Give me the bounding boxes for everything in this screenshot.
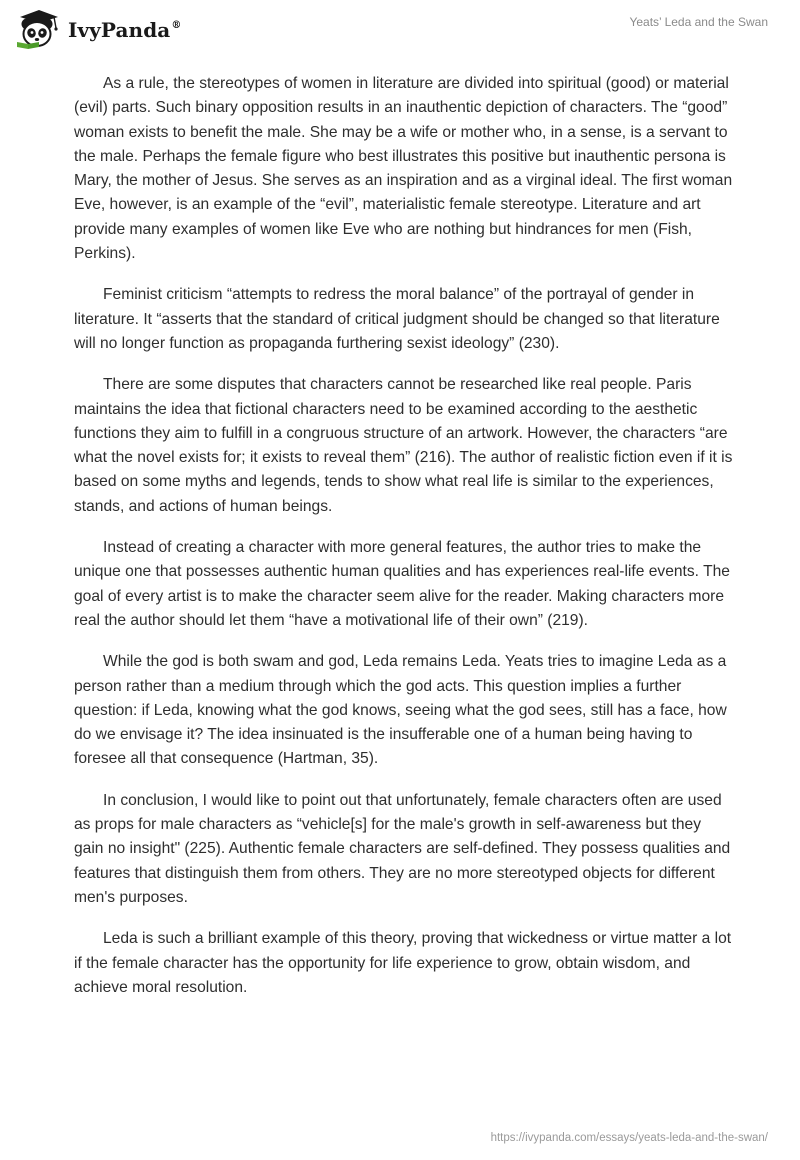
brand-name: IvyPanda®: [68, 18, 182, 42]
brand-logo[interactable]: [14, 8, 181, 50]
paragraph-1: As a rule, the stereotypes of women in literature are divided into spiritual (good) or material (evil) parts. Such binary opposition results in an inauthentic depiction of characters. The “good” woman exists to benefit the male. She may be a wife or mother who, in a sense, is a servant to the male. Perhaps the female figure who best illustrates this positive but inauthentic persona is Mary, the mother of Jesus. She serves as an inspiration and as a virginal ideal. The first woman Eve, however, is an example of the “evil”, materialistic female stereotype. Literature and art provide many examples of women like Eve who are nothing but hindrances for men (Fish, Perkins).: [74, 75, 733, 263]
paragraph-7: Leda is such a brilliant example of this theory, proving that wickedness or virtue matter a lot if the female character has the opportunity for life experience to grow, obtain wisdom, and achieve moral resolution.: [74, 930, 732, 996]
source-url-link[interactable]: https://ivypanda.com/essays/yeats-leda-and-the-swan/: [490, 1132, 768, 1144]
paragraph-6: In conclusion, I would like to point out that unfortunately, female characters often are used as props for male characters as “vehicle[s] for the male's growth in self-awareness but they gain no insight" (225). Authentic female characters are self-defined. They possess qualities and features that distinguish them from others. They are no more stereotyped objects for different men's purposes.: [74, 791, 731, 906]
paragraph-2: Feminist criticism “attempts to redress the moral balance” of the portrayal of gender in literature. It “asserts that the standard of critical judgment should be changed so that literature will no longer function as propaganda furthering sexist ideology” (230).: [74, 286, 720, 352]
document-title: Yeats’ Leda and the Swan: [629, 15, 768, 29]
paragraph-5: While the god is both swam and god, Leda remains Leda. Yeats tries to imagine Leda as a person rather than a medium through which the god acts. This question implies a further question: if Leda, knowing what the god knows, seeing what the god sees, still has a face, how do we envisage it? The idea insinuated is the insufferable one of a human being having to foresee all that consequence (Hartman, 35).: [74, 653, 727, 768]
paragraph-4: Instead of creating a character with more general features, the author tries to make the unique one that possesses authentic human qualities and has experiences real-life events. The goal of every artist is to make the character seem alive for the reader. Making characters more real the author should let them “have a motivational life of their own” (219).: [74, 539, 730, 629]
registered-mark: ®: [171, 20, 182, 31]
panda-graduate-icon: [14, 8, 62, 50]
page-header: [0, 0, 800, 56]
essay-body: [74, 72, 734, 1017]
paragraph-3: There are some disputes that characters cannot be researched like real people. Paris maintains the idea that fictional characters need to be examined according to the aesthetic functions they aim to fulfill in a congruous structure of an artwork. However, the characters “are what the novel exists for; it exists to reveal them” (216). The author of realistic fiction even if it is based on some myths and legends, tends to show what real life is similar to the experiences, stands, and actions of human beings.: [74, 376, 733, 515]
